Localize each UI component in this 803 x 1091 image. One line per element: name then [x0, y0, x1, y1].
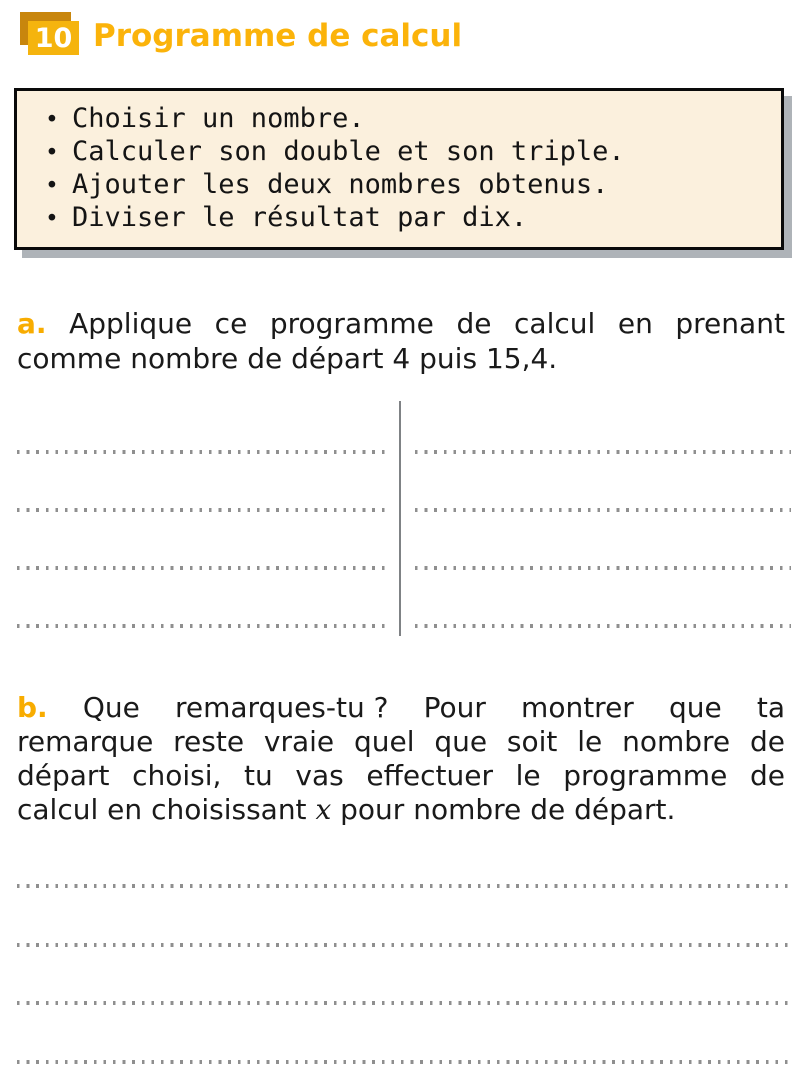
dotted-answer-line	[17, 624, 390, 628]
exercise-number: 10	[28, 21, 79, 55]
dotted-answer-line	[17, 566, 390, 570]
dotted-answer-line	[17, 450, 390, 454]
question-a	[17, 306, 785, 376]
dotted-answer-line	[17, 508, 390, 512]
dotted-answer-line	[17, 1001, 791, 1005]
bullet-icon: •	[45, 140, 59, 166]
bullet-icon: •	[45, 173, 59, 199]
dotted-answer-line	[415, 508, 791, 512]
program-step-text: Diviser le résultat par dix.	[72, 202, 528, 233]
dotted-answer-line	[415, 566, 791, 570]
text-line: calcul en choisissant x pour nombre de départ.	[17, 793, 676, 826]
dotted-answer-line	[17, 943, 791, 947]
text-line: comme nombre de départ 4 puis 15,4.	[17, 342, 558, 375]
program-step-text: Choisir un nombre.	[72, 103, 365, 134]
program-step	[45, 169, 773, 202]
dotted-answer-line	[415, 450, 791, 454]
text-line: a. Applique ce programme de calcul en prenant	[17, 307, 785, 340]
program-step	[45, 103, 773, 136]
question-b	[17, 691, 785, 827]
answer-area-b	[17, 850, 791, 1064]
math-variable-x: x	[315, 793, 332, 826]
text-line: départ choisi, tu vas effectuer le programme de	[17, 759, 785, 792]
text-line: remarque reste vraie quel que soit le nombre de	[17, 725, 785, 758]
exercise-header	[20, 12, 462, 55]
exercise-number-badge	[20, 12, 80, 55]
column-divider-line	[399, 401, 401, 636]
answer-column-left	[17, 400, 390, 628]
exercise-title: Programme de calcul	[93, 18, 463, 54]
dotted-answer-line	[415, 624, 791, 628]
program-box	[14, 88, 784, 250]
program-step-text: Ajouter les deux nombres obtenus.	[72, 169, 609, 200]
dotted-answer-line	[17, 884, 791, 888]
question-label: a.	[17, 307, 47, 340]
program-step	[45, 202, 773, 235]
text-line: b. Que remarques-tu ? Pour montrer que ta	[17, 691, 785, 724]
program-step-text: Calculer son double et son triple.	[72, 136, 625, 167]
bullet-icon: •	[45, 107, 59, 133]
answer-area-a	[0, 400, 803, 640]
dotted-answer-line	[17, 1060, 791, 1064]
bullet-icon: •	[45, 206, 59, 232]
program-step	[45, 136, 773, 169]
answer-column-right	[415, 400, 791, 628]
question-label: b.	[17, 691, 48, 724]
